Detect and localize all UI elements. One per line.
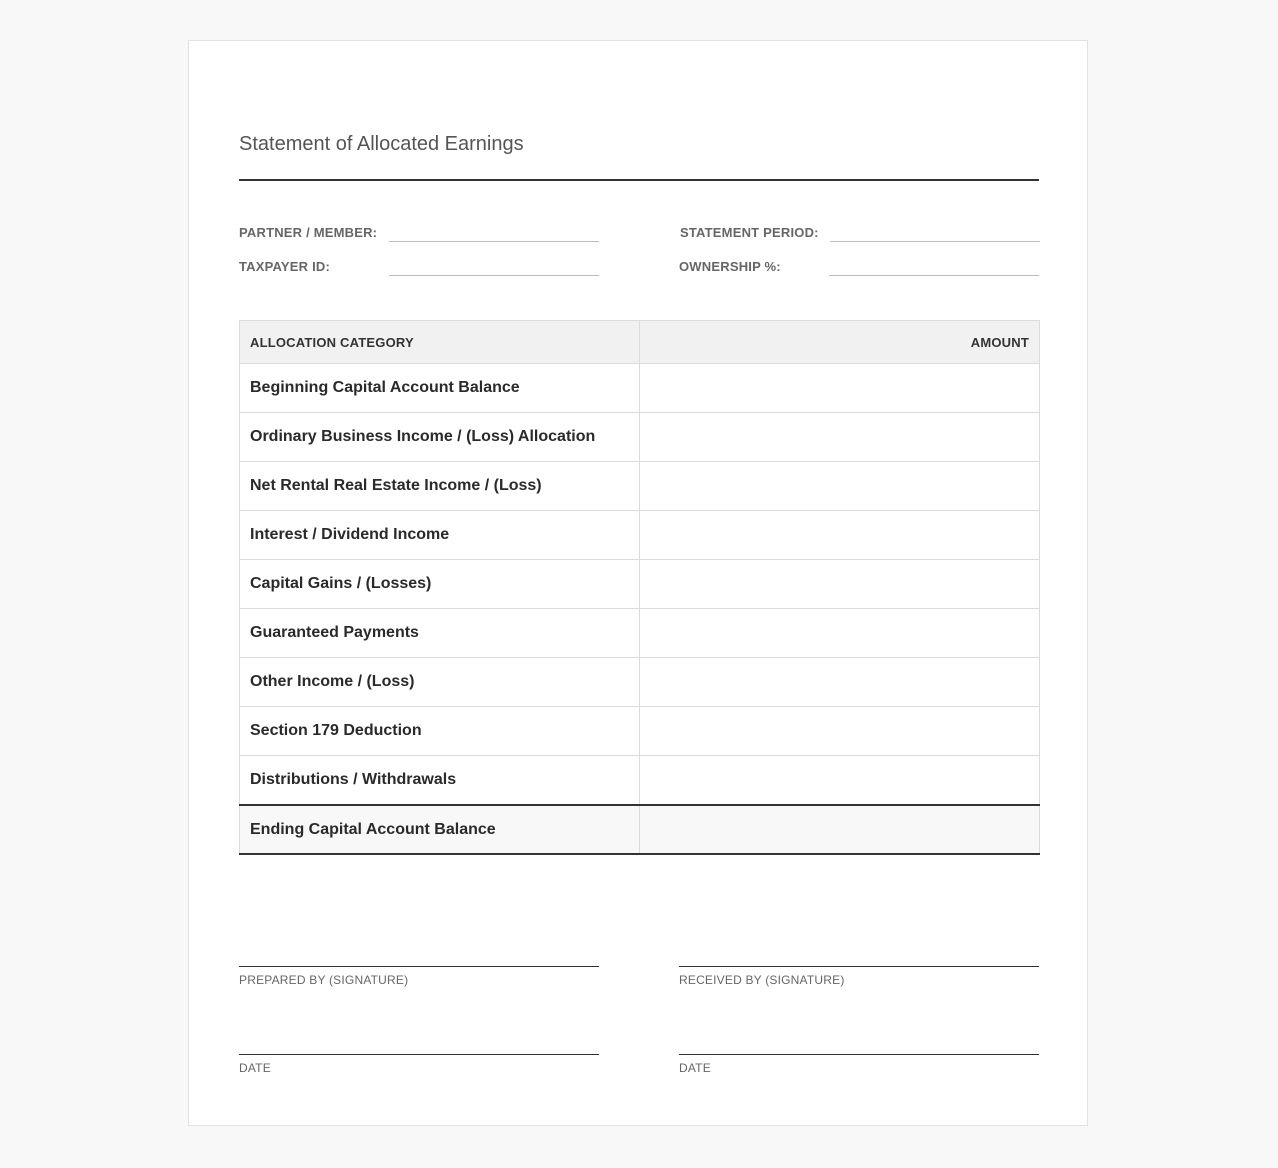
statement-period-field <box>680 217 1040 251</box>
allocation-table <box>239 320 1040 855</box>
row-amount-cell[interactable] <box>640 511 1040 560</box>
ownership-field <box>679 251 1039 285</box>
table-row <box>240 413 1040 462</box>
row-category: Distributions / Withdrawals <box>240 756 640 806</box>
table-row <box>240 756 1040 806</box>
title-divider <box>239 179 1039 181</box>
partner-label: PARTNER / MEMBER: <box>239 225 378 240</box>
taxpayer-id-input[interactable] <box>389 251 599 276</box>
table-row <box>240 462 1040 511</box>
statement-period-label: STATEMENT PERIOD: <box>680 225 819 240</box>
taxpayer-id-label: TAXPAYER ID: <box>239 259 331 274</box>
row-amount-cell[interactable] <box>640 707 1040 756</box>
prepared-date-label: DATE <box>239 1061 271 1075</box>
statement-sheet <box>188 40 1088 1126</box>
partner-field <box>239 217 599 251</box>
prepared-by-signature-line[interactable] <box>239 966 599 967</box>
received-by-signature-line[interactable] <box>679 966 1039 967</box>
total-amount-cell[interactable] <box>640 805 1040 854</box>
prepared-date <box>239 1054 599 1075</box>
received-by-label: RECEIVED BY (SIGNATURE) <box>679 973 845 987</box>
row-amount-cell[interactable] <box>640 413 1040 462</box>
total-row <box>240 805 1040 854</box>
row-category: Beginning Capital Account Balance <box>240 364 640 413</box>
row-amount-cell[interactable] <box>640 560 1040 609</box>
table-header-row <box>240 321 1040 364</box>
table-row <box>240 511 1040 560</box>
row-amount-cell[interactable] <box>640 756 1040 806</box>
column-header-category: ALLOCATION CATEGORY <box>240 321 640 364</box>
column-header-amount: AMOUNT <box>640 321 1040 364</box>
table-row <box>240 658 1040 707</box>
taxpayer-id-field <box>239 251 599 285</box>
prepared-date-line[interactable] <box>239 1054 599 1055</box>
row-category: Section 179 Deduction <box>240 707 640 756</box>
statement-period-input[interactable] <box>830 217 1040 242</box>
row-category: Capital Gains / (Losses) <box>240 560 640 609</box>
received-date <box>679 1054 1039 1075</box>
total-category: Ending Capital Account Balance <box>240 805 640 854</box>
ownership-label: OWNERSHIP %: <box>679 259 781 274</box>
table-row <box>240 364 1040 413</box>
ownership-input[interactable] <box>829 251 1039 276</box>
row-amount-cell[interactable] <box>640 609 1040 658</box>
received-by-signature <box>679 966 1039 987</box>
page-title: Statement of Allocated Earnings <box>239 133 524 155</box>
partner-input[interactable] <box>389 217 599 242</box>
row-amount-cell[interactable] <box>640 364 1040 413</box>
table-row <box>240 609 1040 658</box>
received-date-label: DATE <box>679 1061 711 1075</box>
table-row <box>240 707 1040 756</box>
received-date-line[interactable] <box>679 1054 1039 1055</box>
row-category: Interest / Dividend Income <box>240 511 640 560</box>
row-category: Net Rental Real Estate Income / (Loss) <box>240 462 640 511</box>
table-row <box>240 560 1040 609</box>
row-category: Other Income / (Loss) <box>240 658 640 707</box>
prepared-by-label: PREPARED BY (SIGNATURE) <box>239 973 409 987</box>
row-category: Ordinary Business Income / (Loss) Allocation <box>240 413 640 462</box>
prepared-by-signature <box>239 966 599 987</box>
row-category: Guaranteed Payments <box>240 609 640 658</box>
row-amount-cell[interactable] <box>640 658 1040 707</box>
row-amount-cell[interactable] <box>640 462 1040 511</box>
